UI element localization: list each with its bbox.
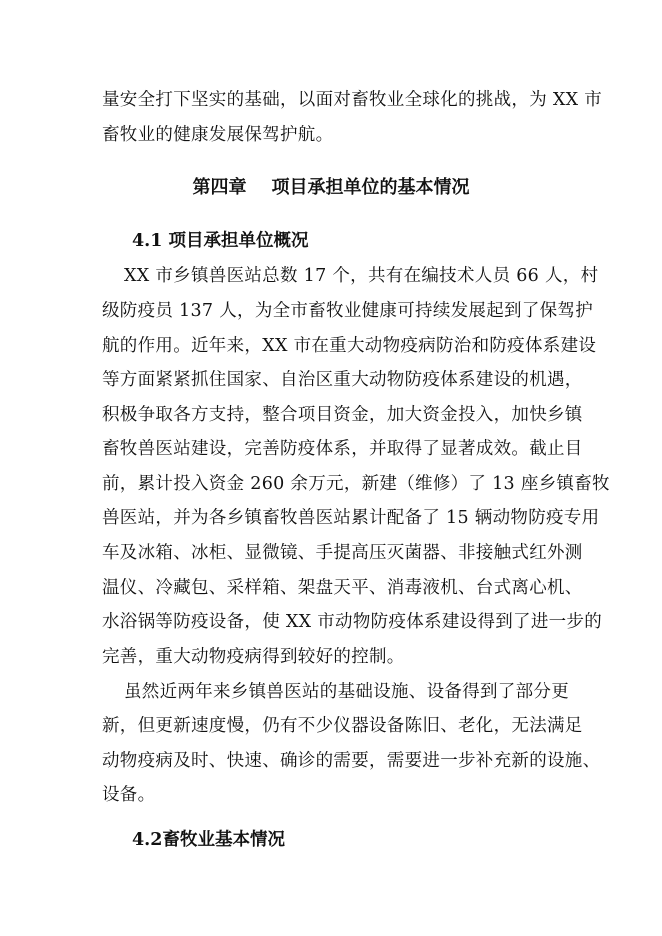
paragraph-line: 温仪、冷藏包、采样箱、架盘天平、消毒液机、台式离心机、 bbox=[102, 578, 583, 598]
paragraph-line: XX 市乡镇兽医站总数 17 个，共有在编技术人员 66 人，村 bbox=[124, 266, 599, 286]
paragraph-line: 兽医站，并为各乡镇畜牧兽医站累计配备了 15 辆动物防疫专用 bbox=[102, 508, 600, 528]
paragraph-line: 等方面紧紧抓住国家、自治区重大动物防疫体系建设的机遇， bbox=[102, 370, 583, 390]
paragraph-line: 完善，重大动物疫病得到较好的控制。 bbox=[102, 647, 405, 667]
paragraph-line: 动物疫病及时、快速、确诊的需要，需要进一步补充新的设施、 bbox=[102, 751, 601, 771]
intro-line: 畜牧业的健康发展保驾护航。 bbox=[102, 125, 334, 145]
paragraph-line: 前，累计投入资金 260 余万元，新建（维修）了 13 座乡镇畜牧 bbox=[102, 474, 610, 494]
paragraph-line: 虽然近两年来乡镇兽医站的基础设施、设备得到了部分更 bbox=[124, 682, 569, 702]
paragraph-line: 级防疫员 137 人，为全市畜牧业健康可持续发展起到了保驾护 bbox=[102, 301, 594, 321]
paragraph-line: 设备。 bbox=[102, 785, 156, 805]
intro-line: 量安全打下坚实的基础，以面对畜牧业全球化的挑战，为 XX 市 bbox=[102, 90, 603, 110]
chapter-title: 第四章 项目承担单位的基本情况 bbox=[192, 177, 470, 198]
paragraph-line: 积极争取各方支持，整合项目资金，加大资金投入，加快乡镇 bbox=[102, 405, 583, 425]
paragraph-line: 新，但更新速度慢，仍有不少仪器设备陈旧、老化，无法满足 bbox=[102, 716, 583, 736]
paragraph-line: 畜牧兽医站建设，完善防疫体系，并取得了显著成效。截止目 bbox=[102, 439, 583, 459]
section-heading-4-2: 4.2畜牧业基本情况 bbox=[132, 830, 285, 850]
section-heading-4-1: 4.1 项目承担单位概况 bbox=[132, 231, 309, 251]
paragraph-line: 水浴锅等防疫设备，使 XX 市动物防疫体系建设得到了进一步的 bbox=[102, 612, 603, 632]
paragraph-line: 航的作用。近年来，XX 市在重大动物疫病防治和防疫体系建设 bbox=[102, 336, 597, 356]
paragraph-line: 车及冰箱、冰柜、显微镜、手提高压灭菌器、非接触式红外测 bbox=[102, 543, 583, 563]
